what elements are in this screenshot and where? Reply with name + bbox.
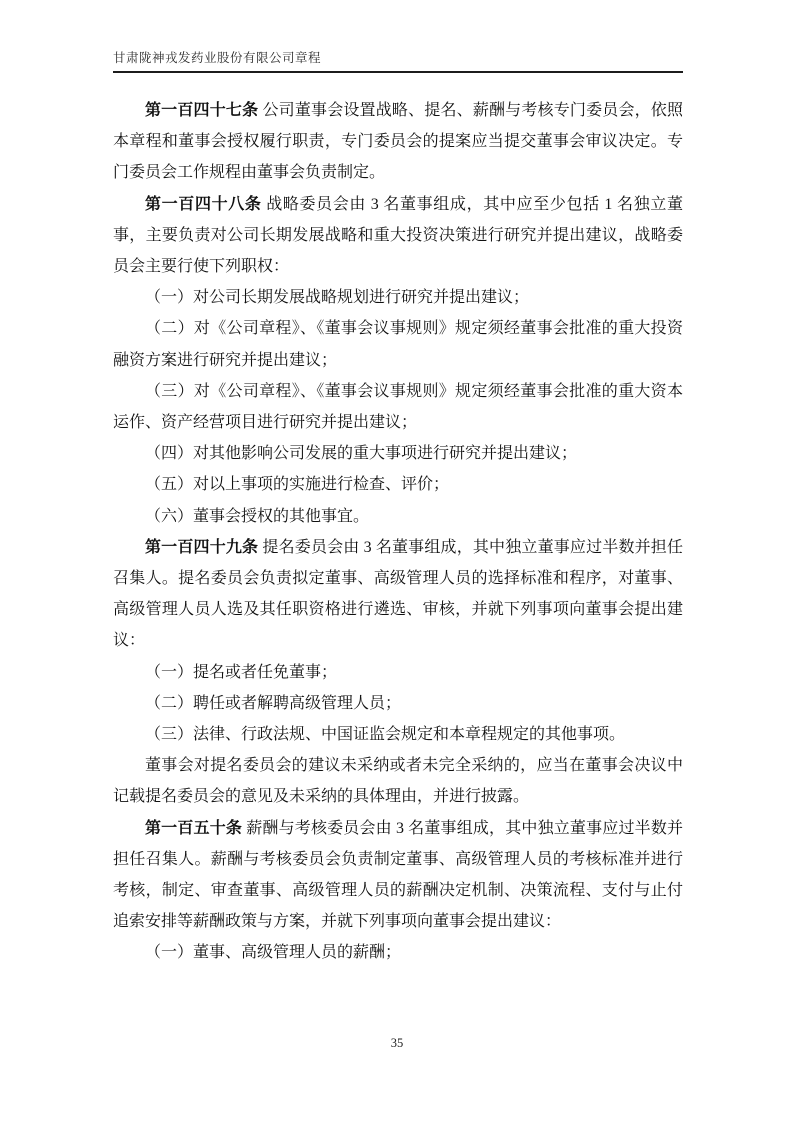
list-item-paragraph: （六）董事会授权的其他事宜。 [145,507,370,525]
list-item-paragraph: （二）聘任或者解聘高级管理人员； [145,694,402,712]
list-item-paragraph: （一）董事、高级管理人员的薪酬； [145,944,402,962]
list-item-paragraph: （五）对以上事项的实施进行检查、评价； [145,476,450,494]
article-paragraph-148 [113,189,683,283]
article-paragraph-149 [113,532,683,657]
document-header [113,50,683,73]
article-paragraph-150 [113,813,683,938]
list-item-paragraph: （一）提名或者任免董事； [145,663,338,681]
document-header-title: 甘肃陇神戎发药业股份有限公司章程 [113,51,322,65]
document-body [113,95,683,969]
article-number: 第一百四十九条 [145,538,259,556]
list-item-paragraph: （三）法律、行政法规、中国证监会规定和本章程规定的其他事项。 [145,726,626,744]
list-item-paragraph: （一）对公司长期发展战略规划进行研究并提出建议； [145,289,530,307]
body-paragraph: 董事会对提名委员会的建议未采纳或者未完全采纳的，应当在董事会决议中记载提名委员会的意见及未采纳的具体理由，并进行披露。 [113,757,683,806]
list-item-paragraph: （四）对其他影响公司发展的重大事项进行研究并提出建议； [145,445,578,463]
article-text: 提名委员会由 3 名董事组成，其中独立董事应过半数并担任召集人。提名委员会负责拟定董事、高级管理人员的选择标准和程序，对董事、高级管理人员人选及其任职资格进行遴选、审核，并就下列事项向董事会提出建议： [113,538,683,650]
article-paragraph-147 [113,95,683,189]
article-text: 公司董事会设置战略、提名、薪酬与考核专门委员会，依照本章程和董事会授权履行职责，专门委员会的提案应当提交董事会审议决定。专门委员会工作规程由董事会负责制定。 [113,102,683,182]
page-footer [0,1036,794,1051]
list-item-paragraph: （三）对《公司章程》、《董事会议事规则》规定须经董事会批准的重大资本运作、资产经营项目进行研究并提出建议； [113,382,683,432]
article-text: 战略委员会由 3 名董事组成，其中应至少包括 1 名独立董事，主要负责对公司长期发展战略和重大投资决策进行研究并提出建议，战略委员会主要行使下列职权： [113,195,683,276]
article-number: 第一百四十七条 [145,102,259,119]
page-number: 35 [390,1036,404,1050]
article-text: 薪酬与考核委员会由 3 名董事组成，其中独立董事应过半数并担任召集人。薪酬与考核委员会负责制定董事、高级管理人员的考核标准并进行考核，制定、审查董事、高级管理人员的薪酬决定机制、决策流程、支付与止付追索安排等薪酬政策与方案，并就下列事项向董事会提出建议： [113,819,683,931]
article-number: 第一百五十条 [145,819,243,837]
list-item-paragraph: （二）对《公司章程》、《董事会议事规则》规定须经董事会批准的重大投资融资方案进行研究并提出建议； [113,320,683,369]
article-number: 第一百四十八条 [145,195,262,213]
